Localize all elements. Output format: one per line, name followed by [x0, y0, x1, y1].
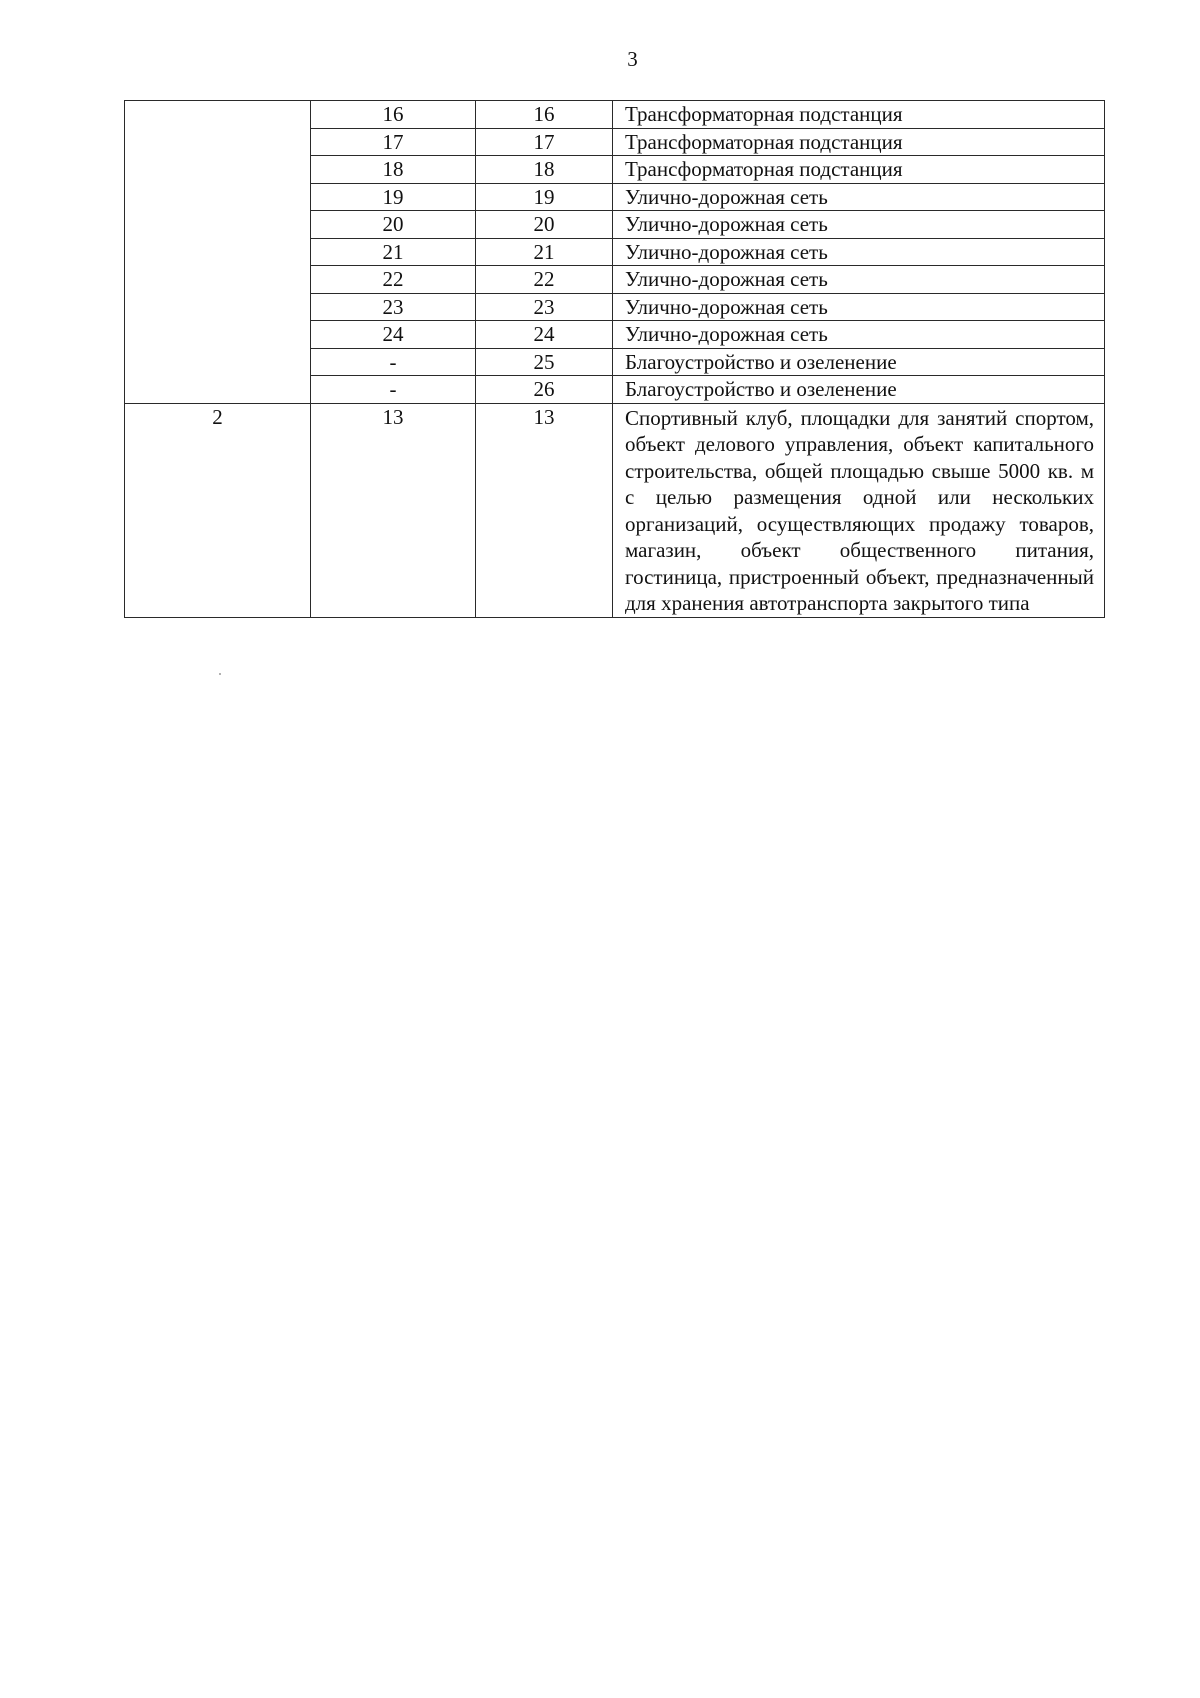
number-cell-a: 19: [311, 183, 476, 211]
number-cell-a: 23: [311, 293, 476, 321]
number-cell-b: 13: [476, 403, 613, 617]
number-cell-a: 20: [311, 211, 476, 239]
number-cell-b: 26: [476, 376, 613, 404]
number-cell-b: 22: [476, 266, 613, 294]
description-cell: Трансформаторная подстанция: [613, 156, 1105, 184]
table-row: [125, 403, 1105, 617]
zones-table: [124, 100, 1105, 618]
description-cell: Трансформаторная подстанция: [613, 101, 1105, 129]
number-cell-b: 24: [476, 321, 613, 349]
page-number: 3: [627, 47, 638, 71]
number-cell-b: 18: [476, 156, 613, 184]
description-cell: Благоустройство и озеленение: [613, 376, 1105, 404]
number-cell-a: -: [311, 376, 476, 404]
description-cell: Улично-дорожная сеть: [613, 321, 1105, 349]
scan-speck: [219, 673, 221, 675]
description-cell: Улично-дорожная сеть: [613, 266, 1105, 294]
number-cell-a: 22: [311, 266, 476, 294]
description-cell: Благоустройство и озеленение: [613, 348, 1105, 376]
description-cell: Улично-дорожная сеть: [613, 293, 1105, 321]
number-cell-a: 16: [311, 101, 476, 129]
number-cell-b: 17: [476, 128, 613, 156]
number-cell-a: 18: [311, 156, 476, 184]
number-cell-a: -: [311, 348, 476, 376]
zone-cell: 2: [125, 403, 311, 617]
description-cell: Спортивный клуб, площадки для занятий спортом, объект делового управления, объект капитального строительства, общей площадью свыше 5000 кв. м с целью размещения одной или нескольких организаций, осуществляющих продажу товаров, магазин, объект общественного питания, гостиница, пристроенный объект, предназначенный для хранения автотранспорта закрытого типа: [613, 403, 1105, 617]
number-cell-a: 13: [311, 403, 476, 617]
number-cell-a: 21: [311, 238, 476, 266]
table-row: [125, 101, 1105, 129]
number-cell-b: 20: [476, 211, 613, 239]
number-cell-a: 17: [311, 128, 476, 156]
number-cell-b: 25: [476, 348, 613, 376]
number-cell-b: 23: [476, 293, 613, 321]
description-cell: Улично-дорожная сеть: [613, 211, 1105, 239]
number-cell-b: 16: [476, 101, 613, 129]
description-cell: Улично-дорожная сеть: [613, 183, 1105, 211]
zone-cell: [125, 101, 311, 404]
description-cell: Улично-дорожная сеть: [613, 238, 1105, 266]
number-cell-b: 19: [476, 183, 613, 211]
number-cell-b: 21: [476, 238, 613, 266]
description-cell: Трансформаторная подстанция: [613, 128, 1105, 156]
number-cell-a: 24: [311, 321, 476, 349]
